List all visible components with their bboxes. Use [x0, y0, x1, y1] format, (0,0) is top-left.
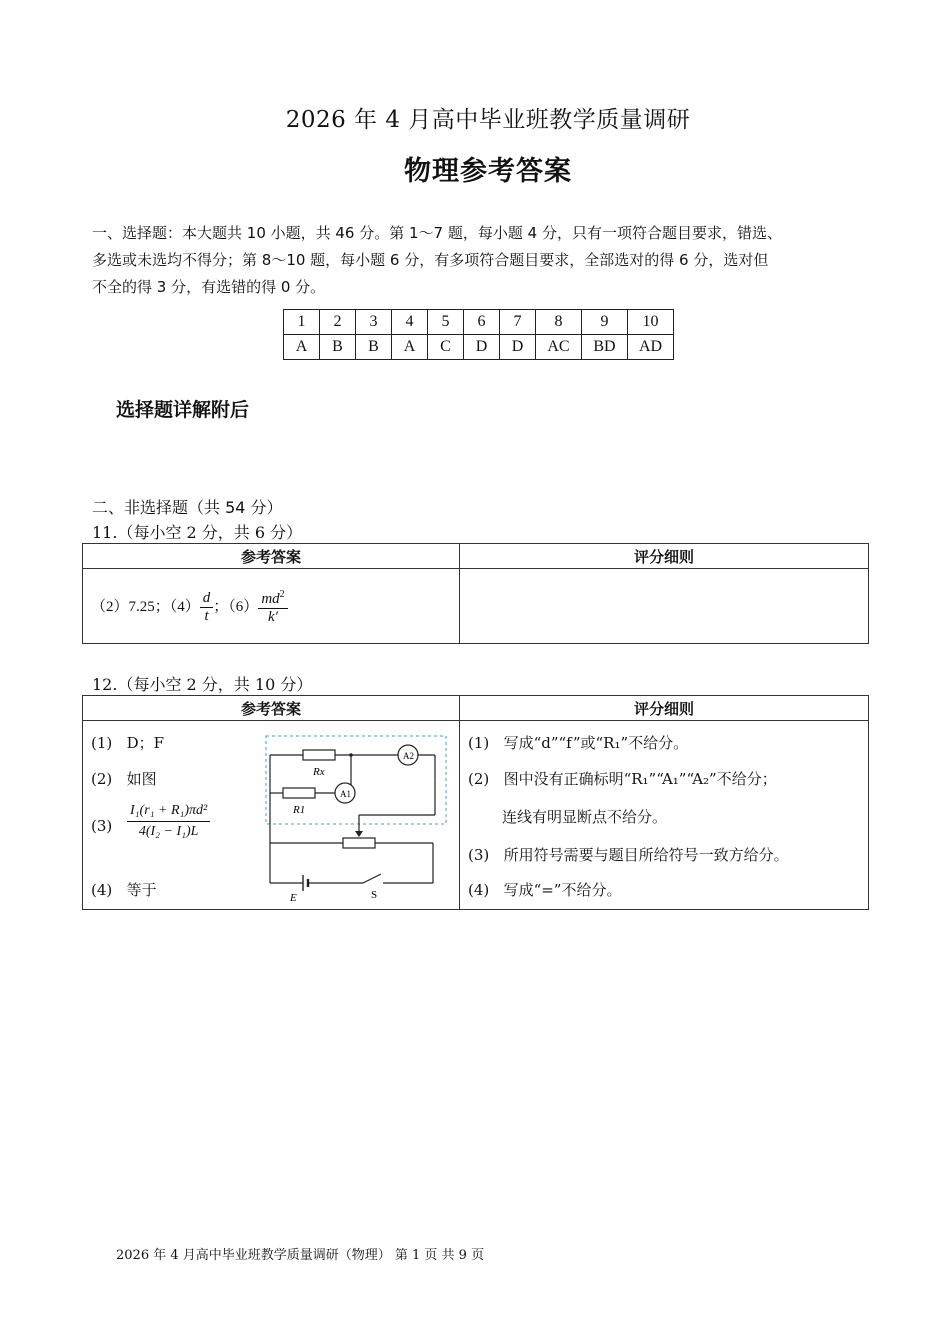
page-title: 2026 年 4 月高中毕业班教学质量调研: [285, 107, 691, 133]
q12-label: 12.（每小空 2 分，共 10 分）: [92, 675, 313, 694]
denominator: t: [204, 608, 209, 624]
slider-arrow-icon: [355, 831, 363, 837]
q11-answer: [91, 589, 288, 626]
battery-label: E: [290, 892, 297, 903]
table-cell: 3: [356, 310, 392, 335]
q11-table: [82, 543, 869, 644]
q12-answer-1: [91, 732, 164, 753]
detail-note: 选择题详解附后: [116, 399, 250, 421]
rheostat: [343, 838, 375, 848]
q12-rules-cell: [460, 721, 869, 910]
item-number: (3): [91, 817, 113, 835]
item-number: (2): [468, 770, 490, 788]
item-text: 所用符号需要与题目所给符号一致方给分。: [503, 846, 789, 864]
q12-rule-4: [468, 879, 621, 900]
table-cell: A: [392, 335, 428, 360]
q11-part2: （2）7.25；: [91, 598, 170, 615]
switch-lever: [363, 874, 381, 883]
q11-label: 11.（每小空 2 分，共 6 分）: [92, 523, 303, 542]
table-cell: 4: [392, 310, 428, 335]
denominator: k′: [268, 609, 278, 625]
q12-answer-4: [91, 879, 157, 900]
q12-answer-cell: [83, 721, 460, 910]
intro-line: 一、选择题：本大题共 10 小题，共 46 分。第 1～7 题，每小题 4 分，只有一项符合题目要求，错选、: [92, 224, 782, 242]
numerator: d: [200, 590, 214, 608]
switch-label: S: [371, 889, 378, 901]
table-cell: 8: [536, 310, 582, 335]
section2-heading: 二、非选择题（共 54 分）: [92, 498, 283, 517]
table-cell: 1: [284, 310, 320, 335]
q11-part4: （4）: [169, 598, 200, 615]
q12-formula: [127, 803, 210, 840]
table-cell: B: [356, 335, 392, 360]
numerator: [258, 589, 287, 609]
item-number: (4): [91, 881, 113, 899]
q11-part6: （6）: [228, 598, 259, 615]
item-text: 写成“d”“f”或“R₁”不给分。: [503, 734, 689, 752]
table-cell: BD: [582, 335, 628, 360]
table-cell: AC: [536, 335, 582, 360]
page-subtitle: 物理参考答案: [404, 156, 572, 187]
item-text: 写成“=”不给分。: [503, 881, 622, 899]
item-text: 等于: [126, 881, 157, 899]
ammeter-a2-label: A2: [403, 751, 414, 761]
choice-answer-table: [283, 309, 674, 360]
answer-row: [284, 335, 674, 360]
fraction-md2-over-k: [258, 589, 287, 626]
item-number: (3): [468, 846, 490, 864]
intro-line: 不全的得 3 分，有选错的得 0 分。: [92, 278, 326, 296]
section1-intro: [92, 220, 872, 301]
item-text: D；F: [126, 734, 164, 752]
q12-rule-2: [468, 768, 777, 789]
question-number-row: [284, 310, 674, 335]
item-text: 连线有明显断点不给分。: [502, 808, 668, 826]
table-cell: 10: [628, 310, 674, 335]
denominator: 4(I₂ − I₁)L: [138, 824, 199, 839]
numerator: I₁(r₁ + R₁)πd²: [127, 803, 210, 822]
q12-answer-3: [91, 817, 112, 835]
resistor-rx: [303, 750, 335, 760]
resistor-r1: [283, 788, 315, 798]
resistor-rx-label: Rx: [313, 766, 325, 778]
page-footer: 2026 年 4 月高中毕业班教学质量调研（物理） 第 1 页 共 9 页: [116, 1248, 485, 1263]
q12-rule-1: [468, 732, 688, 753]
item-text: 如图: [126, 770, 157, 788]
table-cell: 6: [464, 310, 500, 335]
separator: ；: [213, 598, 229, 615]
item-number: (2): [91, 770, 113, 788]
item-number: (4): [468, 881, 490, 899]
q11-rules-cell: [460, 569, 869, 644]
q12-table: [82, 695, 869, 910]
table-cell: 5: [428, 310, 464, 335]
intro-line: 多选或未选均不得分；第 8～10 题，每小题 6 分，有多项符合题目要求，全部选对的得 6 分，选对但: [92, 251, 769, 269]
col-header-rules: 评分细则: [460, 544, 869, 569]
q12-rule-3: [468, 844, 789, 865]
q12-answer-2: [91, 768, 157, 789]
table-cell: B: [320, 335, 356, 360]
item-text: 图中没有正确标明“R₁”“A₁”“A₂”不给分；: [503, 770, 777, 788]
table-cell: 2: [320, 310, 356, 335]
col-header-rules: 评分细则: [460, 696, 869, 721]
circuit-diagram: [263, 733, 453, 903]
resistor-r1-label: R1: [293, 804, 306, 816]
table-cell: D: [500, 335, 536, 360]
table-cell: C: [428, 335, 464, 360]
table-cell: AD: [628, 335, 674, 360]
item-number: (1): [91, 734, 113, 752]
numerator-text: md: [261, 591, 280, 607]
fraction-d-over-t: [200, 590, 214, 625]
col-header-answer: 参考答案: [83, 544, 460, 569]
superscript: 2: [279, 589, 285, 600]
q11-answer-cell: [83, 569, 460, 644]
table-cell: A: [284, 335, 320, 360]
table-cell: 9: [582, 310, 628, 335]
table-cell: 7: [500, 310, 536, 335]
col-header-answer: 参考答案: [83, 696, 460, 721]
table-cell: D: [464, 335, 500, 360]
item-number: (1): [468, 734, 490, 752]
ammeter-a1-label: A1: [340, 789, 351, 799]
q12-rule-2-cont: [502, 806, 667, 827]
formula-fraction: [127, 803, 210, 840]
